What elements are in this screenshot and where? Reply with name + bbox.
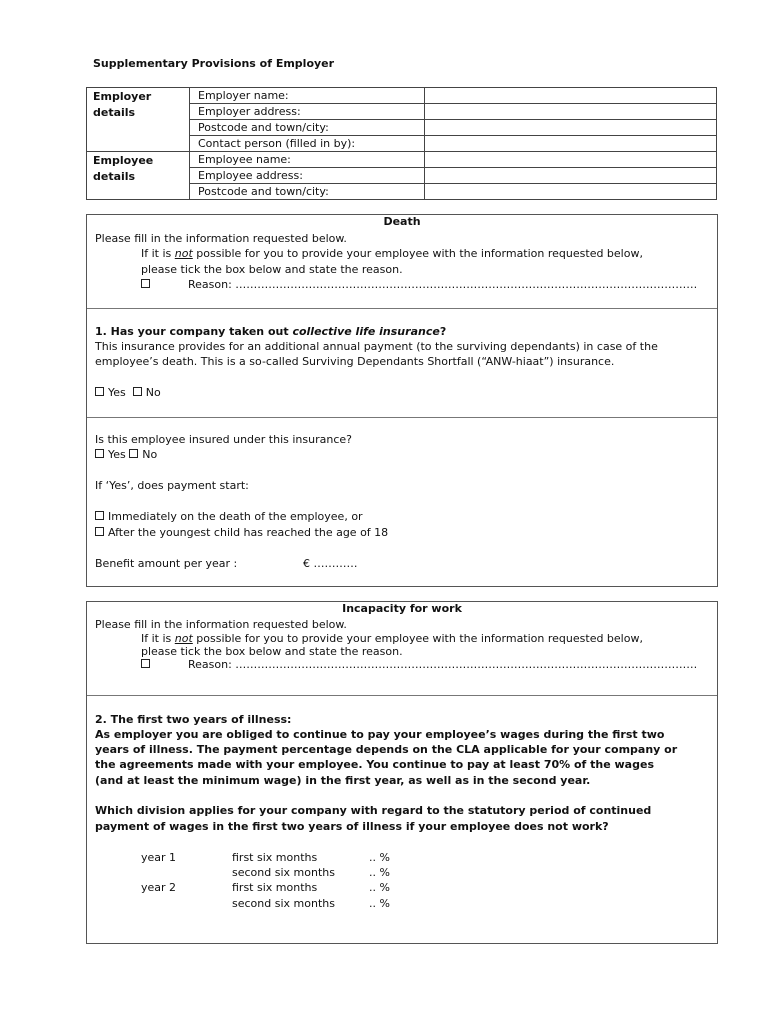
insured-yes-label: Yes	[108, 448, 126, 461]
q2-line-3: the agreements made with your employee. You continue to pay at least 70% of the wages	[95, 758, 654, 771]
incapacity-reason-checkbox[interactable]	[141, 659, 150, 668]
payment-immediate-checkbox[interactable]	[95, 511, 104, 520]
employer-name-label: Employer name:	[190, 88, 425, 104]
q1-text-1: This insurance provides for an additional annual payment (to the surviving dependants) in case of the	[95, 340, 658, 353]
death-intro	[87, 215, 717, 309]
payment-option-1: Immediately on the death of the employee, or	[95, 509, 363, 524]
incapacity-reason-text: Reason: ………………………………………………………………………………………………………………	[188, 658, 698, 671]
death-reason-checkbox[interactable]	[141, 279, 150, 288]
incapacity-tick-text: please tick the box below and state the reason.	[141, 645, 403, 658]
year1-second-six-pct[interactable]: .. %	[369, 866, 390, 879]
division-line-1: Which division applies for your company with regard to the statutory period of continued	[95, 804, 652, 817]
details-table	[86, 87, 717, 200]
q1-title: 1. Has your company taken out collective life insurance?	[95, 325, 447, 338]
benefit-value[interactable]: € …………	[303, 557, 358, 570]
employee-address-label: Employee address:	[190, 168, 425, 184]
q2-line-2: years of illness. The payment percentage depends on the CLA applicable for your company or	[95, 743, 678, 756]
death-reason-text: Reason: ………………………………………………………………………………………………………………	[188, 278, 698, 291]
page-title: Supplementary Provisions of Employer	[93, 57, 335, 70]
employee-name-field[interactable]	[425, 152, 717, 168]
incapacity-intro	[87, 602, 717, 696]
year2-second-six-label: second six months	[232, 897, 335, 910]
employer-details-label: Employer details	[87, 88, 190, 152]
death-tick-text: please tick the box below and state the reason.	[141, 263, 403, 276]
employee-postcode-label: Postcode and town/city:	[190, 184, 425, 200]
employee-address-field[interactable]	[425, 168, 717, 184]
q1-yes-label: Yes	[108, 386, 126, 399]
division-line-2: payment of wages in the first two years of illness if your employee does not work?	[95, 820, 609, 833]
death-not-possible-text: If it is not possible for you to provide your employee with the information requested below,	[141, 247, 643, 260]
payment-youngest-checkbox[interactable]	[95, 527, 104, 536]
employee-postcode-field[interactable]	[425, 184, 717, 200]
year1-second-six-label: second six months	[232, 866, 335, 879]
q1-text-2: employee’s death. This is a so-called Surviving Dependants Shortfall (“ANW-hiaat”) insurance.	[95, 355, 615, 368]
death-reason-row	[141, 277, 697, 292]
year2-first-six-label: first six months	[232, 881, 318, 894]
year2-first-six-pct[interactable]: .. %	[369, 881, 390, 894]
year1-label: year 1	[141, 851, 177, 864]
insured-options	[95, 447, 157, 462]
death-insured	[87, 418, 717, 586]
incapacity-q2	[87, 696, 717, 943]
year2-second-six-pct[interactable]: .. %	[369, 897, 390, 910]
employer-postcode-label: Postcode and town/city:	[190, 120, 425, 136]
year2-label: year 2	[141, 881, 177, 894]
incapacity-intro-text: Please fill in the information requested below.	[95, 618, 347, 631]
employer-name-field[interactable]	[425, 88, 717, 104]
contact-person-label: Contact person (filled in by):	[190, 136, 425, 152]
q1-options	[95, 385, 161, 400]
incapacity-heading: Incapacity for work	[342, 602, 462, 615]
death-intro-text: Please fill in the information requested below.	[95, 232, 347, 245]
employer-address-field[interactable]	[425, 104, 717, 120]
contact-person-field[interactable]	[425, 136, 717, 152]
employer-postcode-field[interactable]	[425, 120, 717, 136]
q2-line-4: (and at least the minimum wage) in the first year, as well as in the second year.	[95, 774, 591, 787]
year1-first-six-label: first six months	[232, 851, 318, 864]
insured-no-label: No	[142, 448, 158, 461]
incapacity-reason-row	[141, 657, 697, 672]
payment-question: If ‘Yes’, does payment start:	[95, 479, 249, 492]
employee-details-label: Employee details	[87, 152, 190, 200]
employer-address-label: Employer address:	[190, 104, 425, 120]
q1-yes-checkbox[interactable]	[95, 387, 104, 396]
death-heading: Death	[383, 215, 421, 228]
insured-no-checkbox[interactable]	[129, 449, 138, 458]
benefit-label: Benefit amount per year :	[95, 557, 238, 570]
insured-yes-checkbox[interactable]	[95, 449, 104, 458]
insured-question: Is this employee insured under this insurance?	[95, 433, 352, 446]
q2-title: 2. The first two years of illness:	[95, 713, 292, 726]
payment-option-2: After the youngest child has reached the age of 18	[95, 525, 388, 540]
q1-no-label: No	[145, 386, 161, 399]
incapacity-section	[86, 601, 718, 944]
death-q1	[87, 309, 717, 418]
year1-first-six-pct[interactable]: .. %	[369, 851, 390, 864]
incapacity-not-possible-text: If it is not possible for you to provide your employee with the information requested below,	[141, 632, 643, 645]
q2-line-1: As employer you are obliged to continue to pay your employee’s wages during the first two	[95, 728, 665, 741]
q1-no-checkbox[interactable]	[133, 387, 142, 396]
employee-name-label: Employee name:	[190, 152, 425, 168]
death-section	[86, 214, 718, 587]
